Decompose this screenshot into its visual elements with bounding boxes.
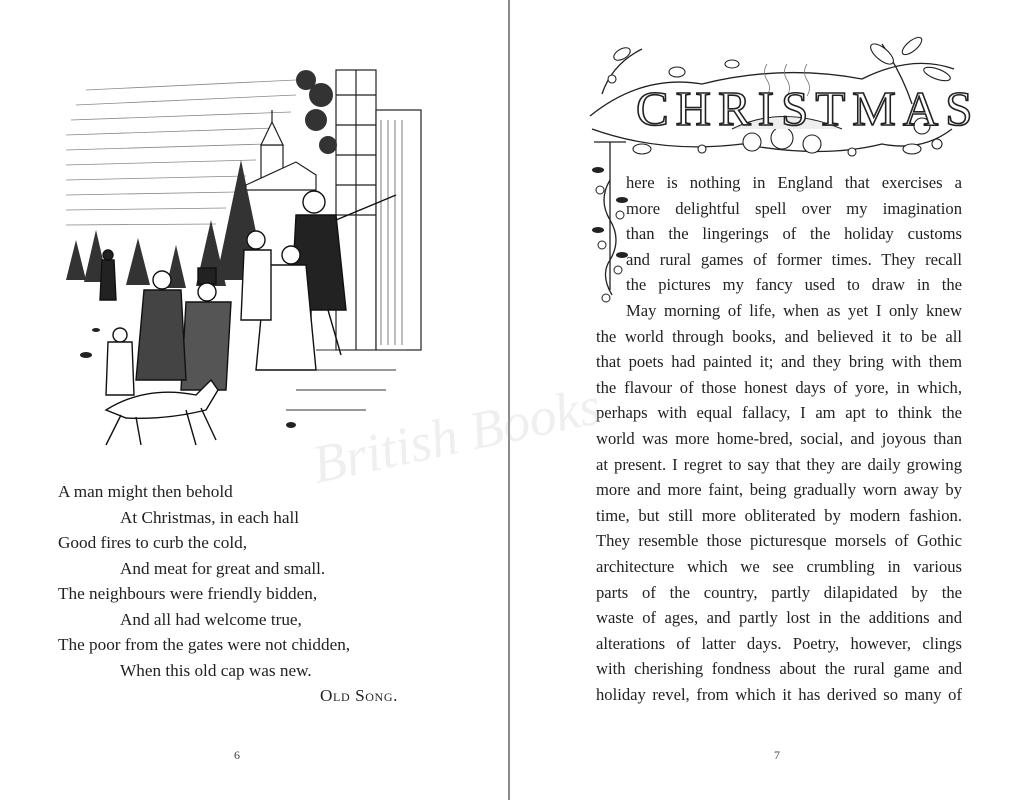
poem-line: Good fires to curb the cold, — [58, 533, 248, 552]
poem-line: At Christmas, in each hall — [120, 507, 300, 527]
chapter-body — [596, 170, 962, 707]
body-line: at present. I regret to say that they are daily growing — [596, 454, 962, 474]
poem — [58, 479, 398, 709]
body-line: May morning of life, when as yet I only knew — [626, 300, 962, 320]
watermark: British Books — [306, 375, 606, 495]
body-line: They resemble those picturesque morsels of Gothic — [596, 531, 962, 551]
body-line: than the lingerings of the holiday customs — [626, 224, 962, 244]
page-number-left: 6 — [234, 748, 240, 762]
poem-line: When this old cap was new. — [120, 660, 312, 680]
chapter-heading — [582, 34, 980, 164]
poem-line: A man might then behold — [58, 482, 233, 501]
chapter-title: CHRISTMAS — [636, 81, 980, 136]
body-line: the flavour of those honest days of yore, in which, — [596, 377, 962, 397]
body-line: perhaps with equal fallacy, I am apt to think the — [596, 403, 962, 423]
body-line: waste of ages, and partly lost in the additions and — [596, 608, 962, 628]
poem-line: The neighbours were friendly bidden, — [58, 584, 318, 603]
body-line: the world through books, and believed it to be all — [596, 326, 962, 346]
body-line: more and more faint, being gradually worn away by — [596, 480, 962, 500]
poem-line: And meat for great and small. — [120, 558, 326, 578]
body-line: holiday revel, from which it has derived so many of — [596, 684, 962, 704]
body-line: and rural games of former times. They recall — [626, 249, 962, 269]
body-line: world was more home-bred, social, and joyous than — [596, 428, 962, 448]
body-line: here is nothing in England that exercises a — [626, 173, 962, 192]
body-line: architecture which we see crumbling in various — [596, 556, 962, 576]
body-line: with cherishing fondness about the rural game and — [596, 659, 962, 679]
body-line: time, but still more obliterated by modern fashion. — [596, 505, 962, 525]
body-line: parts of the country, partly dilapidated by the — [596, 582, 962, 602]
poem-attribution: Old Song. — [320, 686, 398, 705]
body-line: that poets had painted it; and they bring with them — [596, 352, 962, 372]
poem-line: And all had welcome true, — [120, 609, 302, 629]
body-line: alterations of latter days. Poetry, however, clings — [596, 633, 962, 653]
poem-line: The poor from the gates were not chidden, — [58, 635, 351, 654]
body-line: the pictures my fancy used to draw in the — [626, 275, 962, 295]
christmas-illustration — [66, 50, 426, 455]
body-line: more delightful spell over my imagination — [626, 198, 962, 218]
page-number-right: 7 — [774, 748, 780, 762]
left-page — [0, 0, 508, 800]
